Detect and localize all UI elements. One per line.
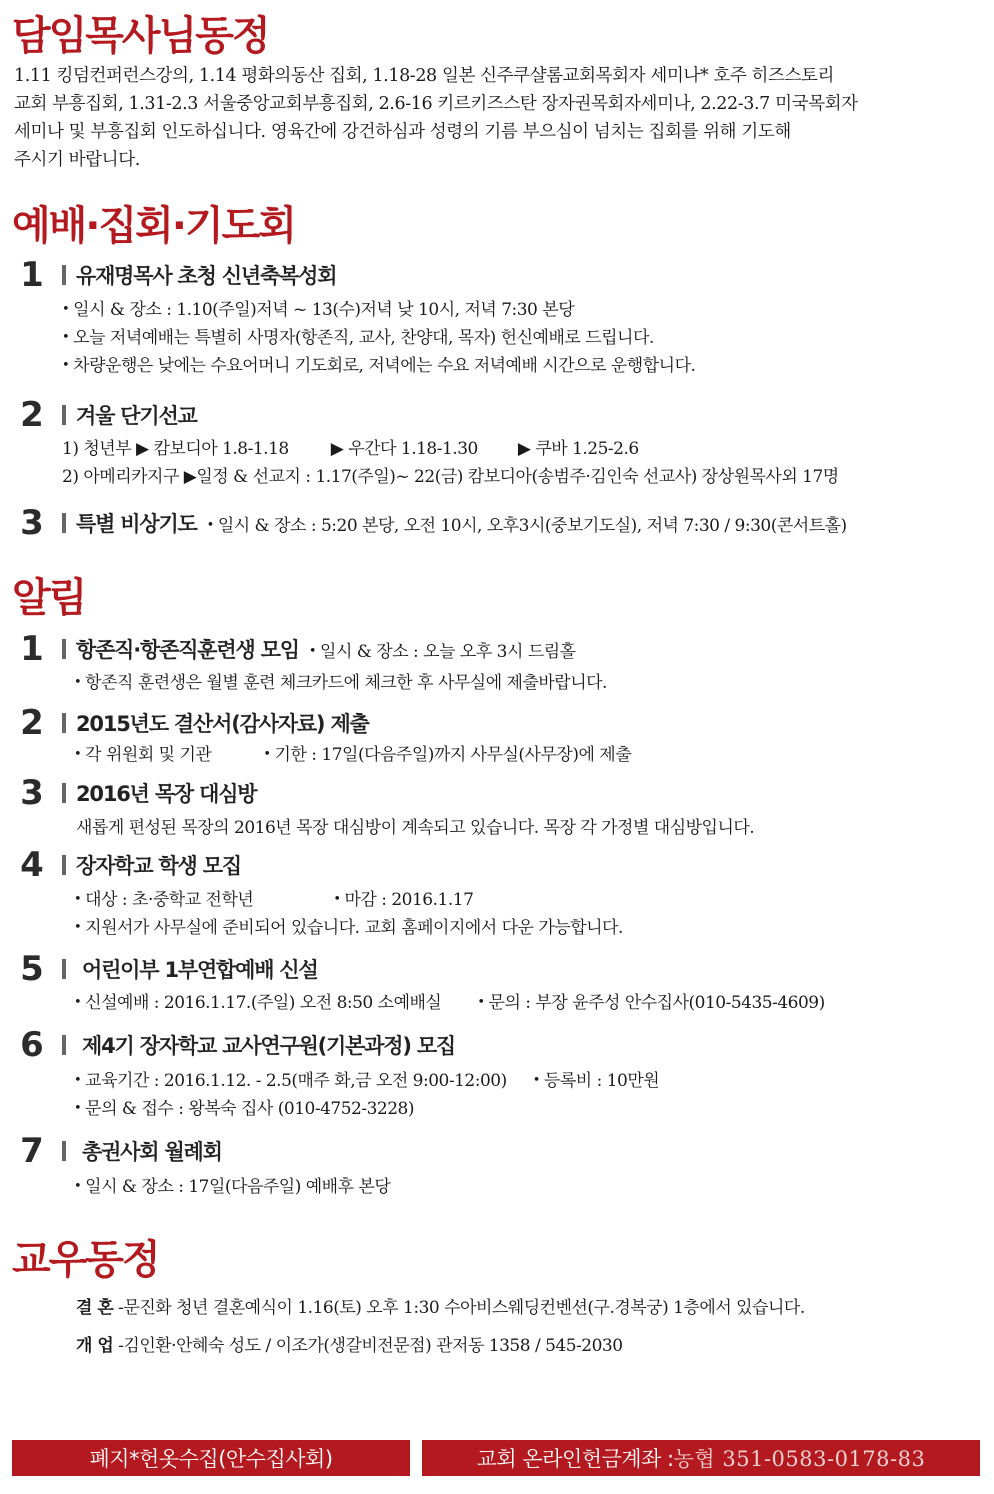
item-number: 4	[20, 845, 44, 885]
pastor-line: 교회 부흥집회, 1.31-2.3 서울중앙교회부흥집회, 2.6-16 키르키즈스탄 장자권목회자세미나, 2.22-3.7 미국목회자	[14, 94, 858, 114]
divider	[62, 855, 66, 875]
worship-section-title: 예배·집회·기도회	[12, 203, 295, 249]
item-title: 제4기 장자학교 교사연구원(기본과정) 모집	[82, 1034, 456, 1058]
bullet-pair: • 대상 : 초·중학교 전학년 • 마감 : 2016.1.17	[74, 890, 474, 910]
notice-item-6-heading	[14, 1025, 456, 1065]
bullet-icon: •	[62, 330, 70, 345]
item-title: 겨울 단기선교	[76, 404, 197, 428]
bullet-icon: •	[333, 892, 341, 907]
bullet-icon: •	[74, 1073, 82, 1088]
members-row-label: 개 업	[76, 1336, 114, 1356]
divider	[62, 1141, 66, 1161]
footer-right-label: 교회 온라인헌금계좌 :	[476, 1447, 674, 1471]
bullet-icon: •	[206, 517, 214, 533]
bullet-icon: •	[263, 747, 271, 762]
footer-left-text: 폐지*헌옷수집(안수집사회)	[89, 1447, 333, 1471]
bullet-icon: •	[308, 643, 317, 659]
pastor-section-title: 담임목사님동정	[12, 13, 269, 59]
divider	[62, 713, 66, 733]
footer-recycling-banner	[12, 1440, 410, 1476]
item-number: 2	[20, 395, 44, 435]
item-title: 총권사회 월례회	[82, 1140, 222, 1164]
bullet-pair: • 신설예배 : 2016.1.17.(주일) 오전 8:50 소예배실 • 문의 : 부장 윤주성 안수집사(010-5435-4609)	[74, 993, 825, 1013]
divider	[62, 959, 66, 979]
divider	[62, 513, 66, 533]
item-title: 2015년도 결산서(감사자료) 제출	[76, 712, 369, 736]
item-title: 유재명목사 초청 신년축복성회	[76, 264, 337, 288]
mission-row-2: 2) 아메리카지구 ▶일정 & 선교지 : 1.17(주일)~ 22(금) 캄보디아(송범주·김인숙 선교사) 장상원목사외 17명	[62, 467, 839, 487]
bullet-icon: •	[62, 358, 70, 373]
item-number: 5	[20, 949, 44, 989]
notice-section-title: 알림	[12, 575, 86, 621]
bullet-icon: •	[74, 920, 82, 935]
inline-detail: • 일시 & 장소 : 오늘 오후 3시 드림홀	[308, 641, 576, 662]
notice-item-3-heading	[14, 773, 257, 813]
bank-account: 농협 351-0583-0178-83	[673, 1447, 926, 1471]
item-title: 2016년 목장 대심방	[76, 782, 257, 806]
notice-text: 새롭게 편성된 목장의 2016년 목장 대심방이 계속되고 있습니다. 목장 각 가정별 대심방입니다.	[76, 818, 755, 838]
members-section-title: 교우동정	[12, 1237, 159, 1283]
bullet-icon: •	[74, 747, 82, 762]
footer-offering-banner	[422, 1440, 980, 1476]
members-row-text: -김인환·안혜숙 성도 / 이조가(생갈비전문점) 관저동 1358 / 545-2030	[118, 1336, 623, 1356]
bullet-icon: •	[74, 675, 82, 690]
notice-item-5-heading	[14, 949, 318, 989]
divider	[62, 783, 66, 803]
bullet-icon: •	[74, 892, 82, 907]
item-number: 6	[20, 1025, 44, 1065]
item-title: 특별 비상기도	[76, 512, 197, 536]
bullet-line: • 지원서가 사무실에 준비되어 있습니다. 교회 홈페이지에서 다운 가능합니다.	[74, 918, 623, 938]
item-number: 2	[20, 703, 44, 743]
members-row-text: -문진화 청년 결혼예식이 1.16(토) 오후 1:30 수아비스웨딩컨벤션(구.경복궁) 1층에서 있습니다.	[118, 1298, 805, 1318]
bullet-line: • 일시 & 장소 : 1.10(주일)저녁 ~ 13(수)저녁 낮 10시, 저녁 7:30 본당	[62, 300, 575, 320]
inline-detail: • 일시 & 장소 : 5:20 본당, 오전 10시, 오후3시(중보기도실), 저녁 7:30 / 9:30(콘서트홀)	[206, 515, 847, 536]
bullet-icon: •	[74, 1179, 82, 1194]
divider	[62, 1035, 66, 1055]
bullet-icon: •	[74, 995, 82, 1010]
item-number: 3	[20, 773, 44, 813]
bullet-line: • 오늘 저녁예배는 특별히 사명자(항존직, 교사, 찬양대, 목자) 헌신예배로 드립니다.	[62, 328, 654, 348]
bullet-line: • 문의 & 접수 : 왕복숙 집사 (010-4752-3228)	[74, 1099, 414, 1119]
item-title: 항존직·항존직훈련생 모임	[76, 638, 299, 662]
notice-item-7-heading	[14, 1131, 222, 1171]
pastor-line: 세미나 및 부흥집회 인도하십니다. 영육간에 강건하심과 성령의 기름 부으심이 넘치는 집회를 위해 기도해	[14, 122, 791, 142]
item-number: 7	[20, 1131, 44, 1171]
item-title: 장자학교 학생 모집	[76, 854, 241, 878]
pastor-line: 1.11 킹덤컨퍼런스강의, 1.14 평화의동산 집회, 1.18-28 일본 신주쿠샬롬교회목회자 세미나* 호주 히즈스토리	[14, 66, 835, 86]
divider	[62, 639, 66, 659]
item-title: 어린이부 1부연합예배 신설	[82, 958, 318, 982]
bullet-icon: •	[74, 1101, 82, 1116]
bullet-pair: • 교육기간 : 2016.1.12. - 2.5(매주 화,금 오전 9:00-12:00) • 등록비 : 10만원	[74, 1071, 660, 1091]
divider	[62, 265, 66, 285]
worship-item-1-heading	[14, 255, 337, 295]
item-number: 3	[20, 503, 44, 543]
worship-item-3-heading	[14, 503, 847, 543]
bullet-icon: •	[477, 995, 485, 1010]
divider	[62, 405, 66, 425]
bullet-icon: •	[62, 302, 70, 317]
bullet-line: • 항존직 훈련생은 월별 훈련 체크카드에 체크한 후 사무실에 제출바랍니다.	[74, 673, 607, 693]
pastor-schedule-text	[14, 62, 986, 174]
notice-item-1-heading	[14, 629, 576, 669]
bullet-line: • 일시 & 장소 : 17일(다음주일) 예배후 본당	[74, 1177, 391, 1197]
bullet-icon: •	[532, 1073, 540, 1088]
members-row-opening	[76, 1333, 623, 1359]
bullet-pair: • 각 위원회 및 기관 • 기한 : 17일(다음주일)까지 사무실(사무장)에 제출	[74, 745, 632, 765]
members-row-wedding	[76, 1295, 805, 1321]
bullet-line: • 차량운행은 낮에는 수요어머니 기도회로, 저녁에는 수요 저녁예배 시간으로 운행합니다.	[62, 356, 696, 376]
item-number: 1	[20, 629, 44, 669]
pastor-line: 주시기 바랍니다.	[14, 150, 140, 170]
notice-item-2-heading	[14, 703, 369, 743]
item-number: 1	[20, 255, 44, 295]
worship-item-2-heading	[14, 395, 197, 435]
mission-row-1: 1) 청년부 ▶ 캄보디아 1.8-1.18 ▶ 우간다 1.18-1.30 ▶ 쿠바 1.25-2.6	[62, 439, 639, 459]
members-row-label: 결 혼	[76, 1298, 114, 1318]
notice-item-4-heading	[14, 845, 241, 885]
